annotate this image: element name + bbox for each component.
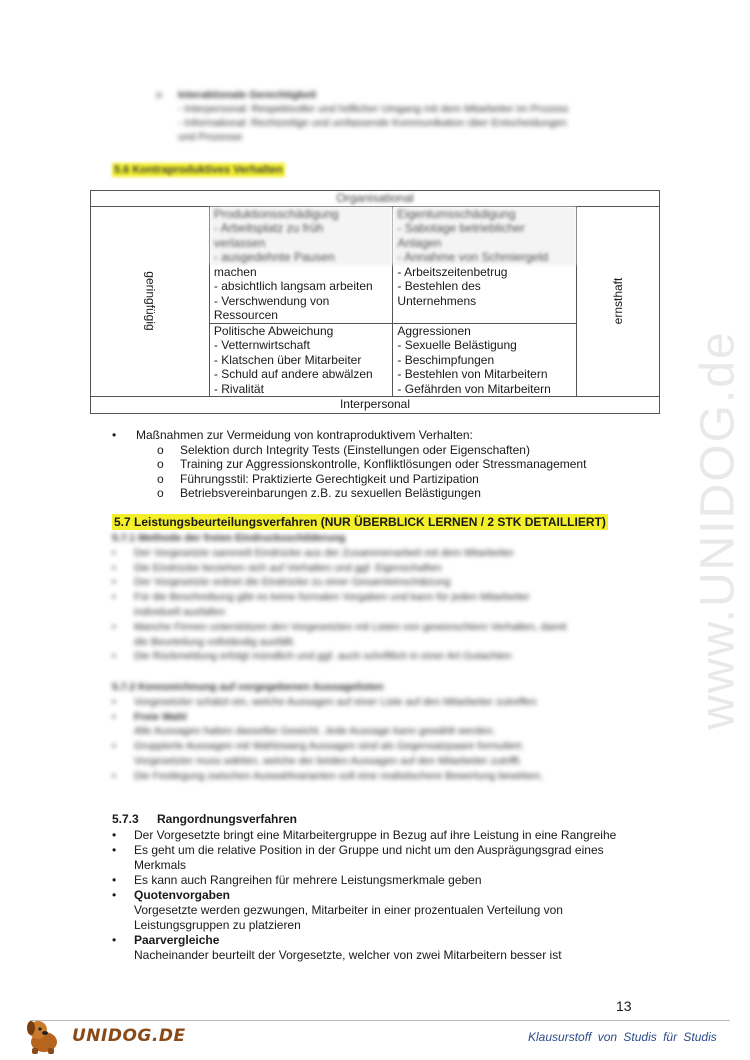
section-heading-5-6: 5.6 Kontraproduktives Verhalten [114, 164, 283, 176]
list-item: o Betriebsvereinbarungen z.B. zu sexuellen Belästigungen [157, 486, 481, 501]
top-line: und Prozesse [178, 131, 243, 143]
measures-list [112, 428, 672, 501]
right-axis-label: ernsthaft [610, 277, 625, 325]
section-heading-5-7: 5.7 Leistungsbeurteilungsverfahren (NUR ÜBERBLICK LERNEN / 2 STK DETAILLIERT) [114, 515, 606, 529]
watermark: www.UNIDOG.de [691, 330, 745, 730]
unidog-logo [22, 1016, 186, 1056]
cell-property-damage: Eigentumsschädigung - Sabotage betrieblicher Anlagen - Annahme von Schmiergeld - Arbeitszeitenbetrug - Bestehlen des Unternehmens [393, 206, 577, 323]
table-caption-top: Organisational [91, 191, 660, 207]
left-axis-label: geringfügig [143, 271, 158, 331]
top-line: - Interpersonal: Respektvoller und höflicher Umgang mit dem Mitarbeiter im Prozess [178, 103, 569, 115]
section-5-7-3 [112, 812, 672, 963]
logo-text: UNIDOG.DE [72, 1026, 186, 1046]
list-item: • Paarvergleiche [112, 933, 220, 947]
cell-aggression: Aggressionen - Sexuelle Belästigung - Beschimpfungen - Bestehlen von Mitarbeitern - Gefährden von Mitarbeitern [393, 323, 577, 397]
section-heading-5-7-3: 5.7.3 Rangordnungsverfahren [112, 812, 298, 826]
behavior-table [90, 190, 660, 412]
list-item: • Quotenvorgaben [112, 888, 231, 902]
sub-bullet: o [156, 89, 162, 101]
list-item-continuation: Nacheinander beurteilt der Vorgesetzte, welcher von zwei Mitarbeitern besser ist [134, 948, 562, 962]
list-item: • Maßnahmen zur Vermeidung von kontraproduktivem Verhalten: [112, 428, 473, 442]
list-item: • Es geht um die relative Position in der Gruppe und nicht um den Ausprägungsgrad eines [112, 843, 604, 857]
blurred-section-5-7-1: 5.7.1 Methode der freien Eindrucksschilderung • Der Vorgesetzte sammelt Eindrücke aus der Zusammenarbeit mit dem Mitarbeiter • Die Eindrücke beziehen sich auf Verhalten und ggf. Eigenschaften • Der Vorgesetzte ordnet die Eindrücke zu einer Gesamteinschätzung • Für die Beschreibung gibt es keine formalen Vorgaben und kann für jeden Mitarbeiter individuell ausfallen • Manche Firmen unterstützen den Vorgesetzten mit Listen von gewünschtem Verhalten, damit die Beurteilung vollständig ausfällt. • Die Rückmeldung erfolgt mündlich und ggf. auch schriftlich in einer Art Gutachten [112, 532, 567, 663]
top-title: Interaktionale Gerechtigkeit [178, 89, 317, 101]
blurred-section-5-7-2: 5.7.2 Kennzeichnung auf vorgegebenen Aussagelisten • Vorgesetzter schätzt ein, welche Aussagen auf einer Liste auf den Mitarbeiter zutreffen • Freie Wahl Alle Aussagen haben dasselbe Gewicht. Jede Aussage kann gewählt werden. • Gruppierte Aussagen mit Wahlzwang Aussagen sind als Gegensatzpaare formuliert. Vorgesetzter muss wählen, welche der beiden Aussagen auf den Mitarbeiter zutrifft. • Die Festlegung zwischen Auswahlvarianten soll eine realistischere Bewertung bewirken. [112, 681, 544, 782]
list-item: • Es kann auch Rangreihen für mehrere Leistungsmerkmale geben [112, 873, 482, 887]
table-caption-bottom: Interpersonal [91, 397, 660, 414]
cell-production-damage: Produktionsschädigung - Arbeitsplatz zu früh verlassen - ausgedehnte Pausen machen - absichtlich langsam arbeiten - Verschwendung von Ressourcen [209, 206, 393, 323]
dog-icon [22, 1016, 70, 1056]
list-item: • Der Vorgesetzte bringt eine Mitarbeitergruppe in Bezug auf ihre Leistung in eine Rangreihe [112, 828, 617, 842]
table-side-right [576, 206, 659, 397]
footer-slogan: Klausurstoff von Studis für Studis [528, 1030, 717, 1044]
page-number: 13 [616, 998, 632, 1014]
list-item-continuation: Merkmals [134, 858, 187, 872]
top-line: - Informational: Rechtzeitige und umfassende Kommunikation über Entscheidungen [178, 117, 567, 129]
cell-political-deviance: Politische Abweichung - Vetternwirtschaft - Klatschen über Mitarbeiter - Schuld auf andere abwälzen - Rivalität [209, 323, 393, 397]
list-item: o Selektion durch Integrity Tests (Einstellungen oder Eigenschaften) [157, 442, 530, 457]
blurred-top-block [156, 88, 660, 144]
list-item-continuation: Leistungsgruppen zu platzieren [134, 918, 301, 932]
list-item: o Führungsstil: Praktizierte Gerechtigkeit und Partizipation [157, 471, 479, 486]
list-item: o Training zur Aggressionskontrolle, Konfliktlösungen oder Stressmanagement [157, 457, 587, 472]
list-item-continuation: Vorgesetzte werden gezwungen, Mitarbeiter in einer prozentualen Verteilung von [134, 903, 563, 917]
table-side-left [91, 206, 210, 397]
